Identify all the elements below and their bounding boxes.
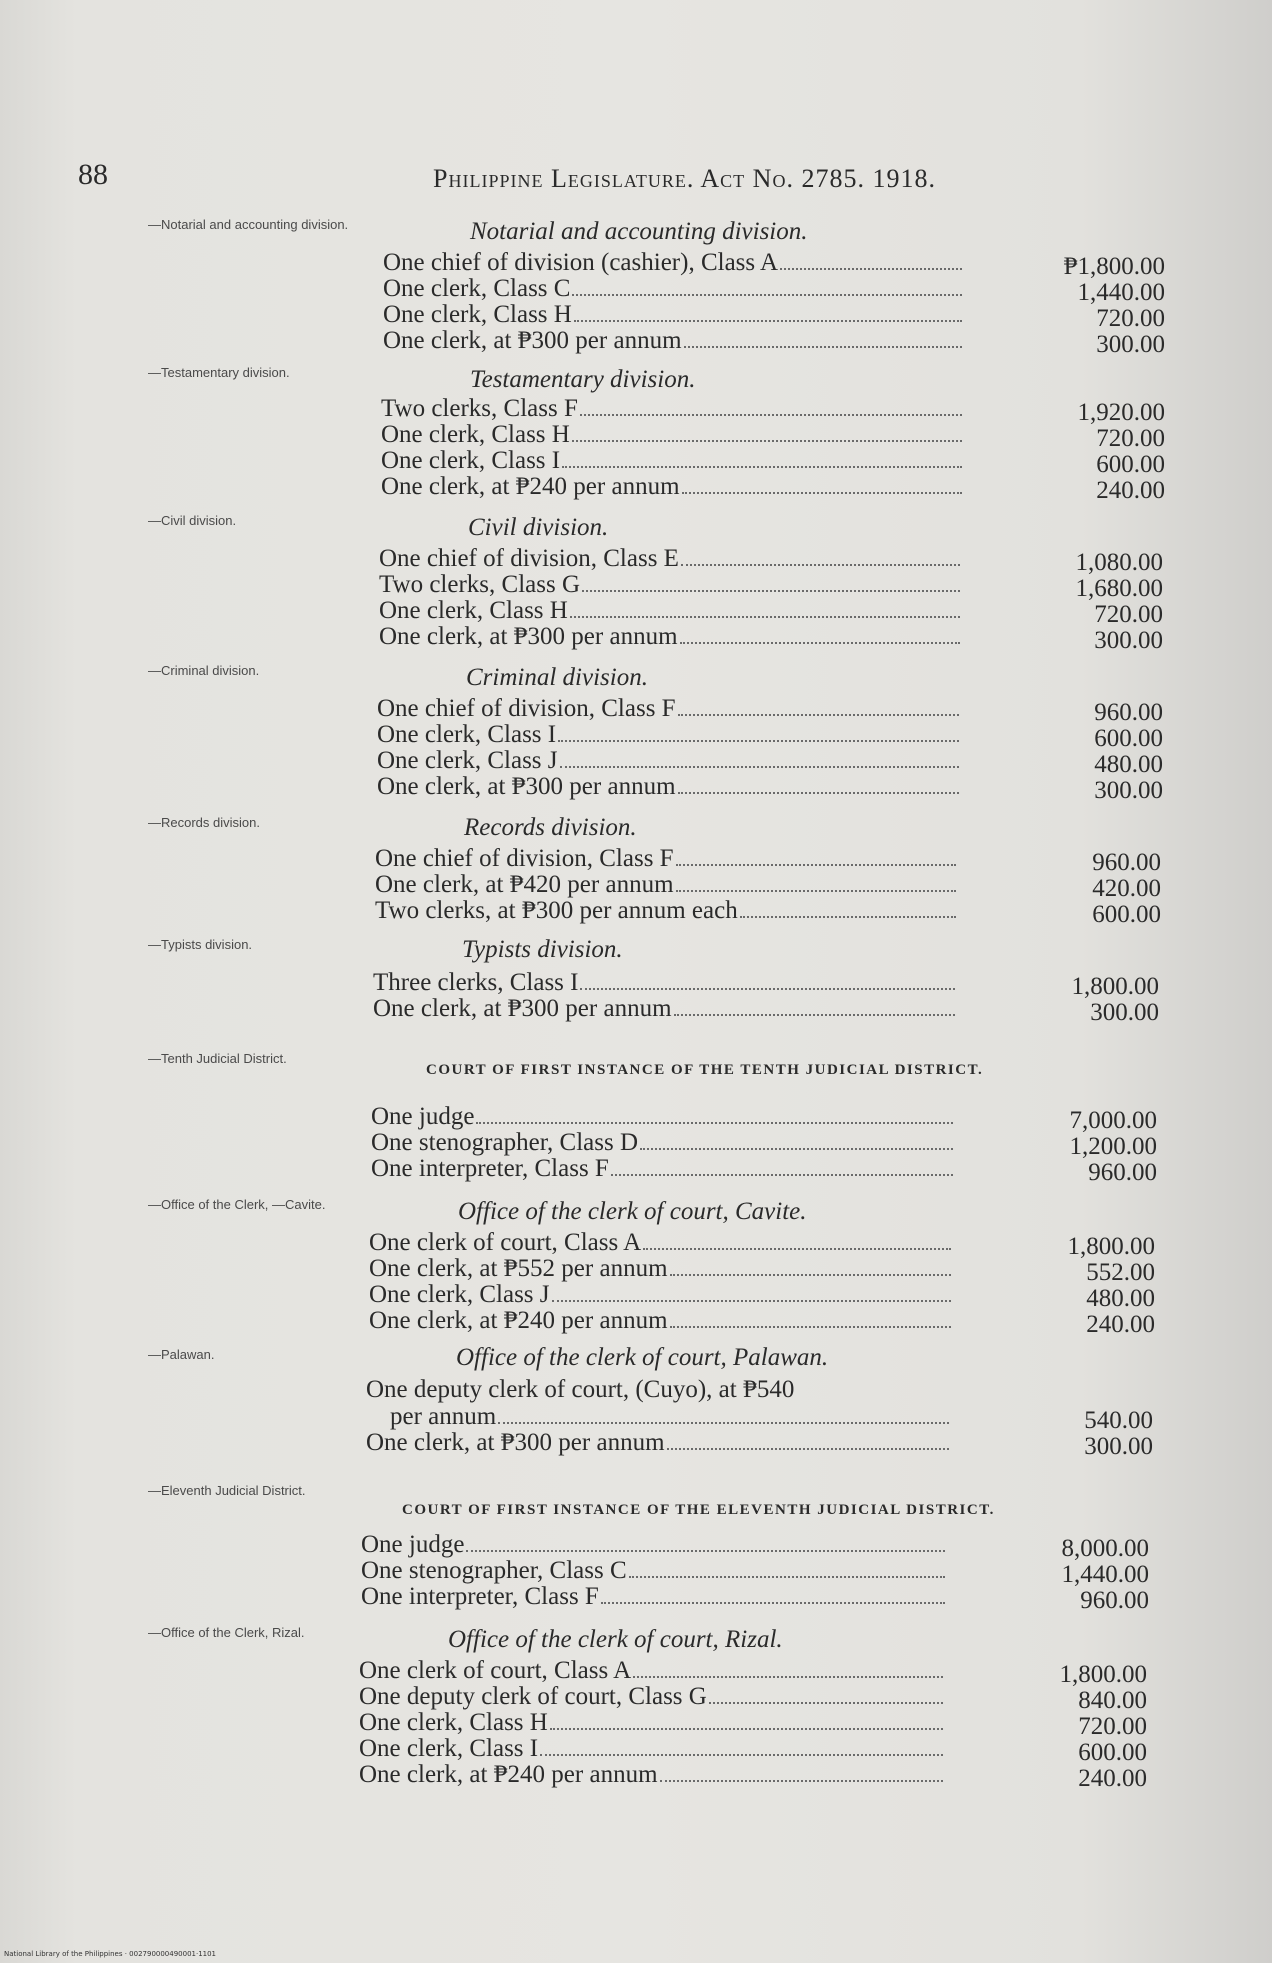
division-title-palawan: Office of the clerk of court, Palawan. (456, 1344, 829, 1371)
dot-leader (681, 563, 960, 566)
margin-note-testamentary: —Testamentary division. (148, 365, 290, 380)
ledger-amount-cell (1005, 280, 1165, 306)
ledger-row-amount: 720.00 (1078, 1713, 1147, 1740)
ledger-row (359, 1710, 945, 1736)
ledger-row-amount: 420.00 (1092, 875, 1161, 902)
ledger-row-amount: ₱1,800.00 (1063, 253, 1165, 280)
ledger-row (383, 328, 964, 354)
ledger-row (379, 572, 962, 598)
ledger-row-amount: 1,440.00 (1061, 1561, 1149, 1588)
ledger-row (359, 1658, 945, 1684)
ledger-amount-cell (995, 1286, 1155, 1312)
dot-leader (682, 491, 962, 494)
ledger-row (381, 396, 964, 422)
ledger-row-label: One stenographer, Class C (361, 1557, 627, 1584)
division-title-records: Records division. (464, 814, 637, 841)
dot-leader (660, 1779, 943, 1782)
division-title-notarial: Notarial and accounting division. (470, 218, 808, 245)
ledger-row-amount: 300.00 (1090, 999, 1159, 1026)
ledger-amount-cell (1001, 876, 1161, 902)
ledger-row-label: One chief of division, Class E (379, 545, 679, 572)
ledger-row-amount: 1,680.00 (1075, 575, 1163, 602)
division-title-testamentary: Testamentary division. (470, 366, 696, 393)
ledger-row-label: Two clerks, Class G (379, 571, 581, 598)
dot-leader (667, 1447, 949, 1450)
ledger-row-label: One clerk, at ₱300 per annum (379, 623, 678, 650)
ledger-amount-cell (995, 1260, 1155, 1286)
division-title-criminal: Criminal division. (466, 664, 648, 691)
ledger-row-amount: 480.00 (1086, 1285, 1155, 1312)
dot-leader (684, 345, 962, 348)
ledger-row-label: One clerk of court, Class A (359, 1657, 632, 1684)
ledger-row-label: One clerk, at ₱300 per annum (383, 327, 682, 354)
dot-leader (552, 1299, 951, 1302)
dot-leader (678, 791, 959, 794)
ledger-row-amount: 480.00 (1094, 751, 1163, 778)
ledger-row (379, 546, 962, 572)
ledger-row (359, 1736, 945, 1762)
ledger-row (383, 302, 964, 328)
scan-footer: National Library of the Philippines · 002790000490001·1101 (4, 1950, 217, 1958)
dot-leader (572, 293, 962, 296)
ledger-row (377, 748, 961, 774)
dot-leader (674, 1013, 955, 1016)
ledger-amount-cell (1005, 400, 1165, 426)
margin-note-typists: —Typists division. (148, 937, 253, 952)
dot-leader (562, 465, 962, 468)
ledger-row-amount: 960.00 (1088, 1159, 1157, 1186)
dot-leader (640, 1147, 953, 1150)
ledger-row (383, 250, 964, 276)
dot-leader (601, 1601, 945, 1604)
ledger-row (375, 846, 958, 872)
margin-note-eleventh: —Eleventh Judicial District. (148, 1483, 306, 1498)
ledger-row-label: One clerk, Class J (369, 1281, 550, 1308)
ledger-row (373, 970, 957, 996)
palawan-deputy-line: One deputy clerk of court, (Cuyo), at ₱540 (366, 1376, 795, 1403)
ledger-amount-cell (1005, 332, 1165, 358)
dot-leader (466, 1549, 945, 1552)
ledger-row (377, 774, 961, 800)
ledger-row-label: One clerk, at ₱552 per annum (369, 1255, 668, 1282)
dot-leader (560, 765, 959, 768)
ledger-amount-cell (989, 1562, 1149, 1588)
ledger-amount-cell (1005, 306, 1165, 332)
ledger-row (361, 1584, 947, 1610)
ledger-row (379, 624, 962, 650)
ledger-row-amount: 300.00 (1096, 331, 1165, 358)
ledger-row-label: One clerk, at ₱240 per annum (359, 1761, 658, 1788)
dot-leader (558, 739, 959, 742)
ledger-amount-cell (1003, 700, 1163, 726)
dot-leader (633, 1675, 943, 1678)
ledger-row-label: One clerk, at ₱240 per annum (381, 473, 680, 500)
dot-leader (676, 863, 956, 866)
ledger-row-amount: 600.00 (1092, 901, 1161, 928)
dot-leader (676, 889, 956, 892)
ledger-row-amount: 300.00 (1094, 777, 1163, 804)
ledger-amount-cell (1001, 850, 1161, 876)
ledger-row-amount: 600.00 (1078, 1739, 1147, 1766)
ledger-row (361, 1532, 947, 1558)
division-title-civil: Civil division. (468, 514, 609, 541)
ledger-row (371, 1104, 955, 1130)
ledger-row-amount: 240.00 (1078, 1765, 1147, 1792)
dot-leader (574, 319, 962, 322)
ledger-row (373, 996, 957, 1022)
margin-note-rizal: —Office of the Clerk, Rizal. (148, 1625, 305, 1640)
ledger-row-label: One interpreter, Class F (361, 1583, 599, 1610)
ledger-row-label: One clerk, Class J (377, 747, 558, 774)
ledger-amount-cell (1003, 628, 1163, 654)
ledger-row-label: One clerk, Class H (359, 1709, 548, 1736)
ledger-row (369, 1230, 953, 1256)
ledger-row (381, 422, 964, 448)
ledger-row-amount: 600.00 (1096, 451, 1165, 478)
margin-note-records: —Records division. (148, 815, 260, 830)
ledger-amount-cell (987, 1714, 1147, 1740)
ledger-row-amount: 960.00 (1080, 1587, 1149, 1614)
ledger-amount-cell (993, 1408, 1153, 1434)
margin-note-cavite: —Office of the Clerk, —Cavite. (148, 1197, 326, 1212)
ledger-row (366, 1430, 951, 1456)
ledger-row (390, 1404, 951, 1430)
ledger-amount-cell (997, 1160, 1157, 1186)
ledger-row (383, 276, 964, 302)
ledger-row (369, 1256, 953, 1282)
margin-note-notarial: —Notarial and accounting division. (148, 217, 349, 232)
ledger-row (369, 1282, 953, 1308)
dot-leader (476, 1121, 953, 1124)
ledger-row-label: One clerk, Class C (383, 275, 571, 302)
dot-leader (780, 267, 962, 270)
ledger-row-amount: 1,920.00 (1077, 399, 1165, 426)
ledger-amount-cell (1005, 478, 1165, 504)
ledger-row-label: Two clerks, Class F (381, 395, 578, 422)
ledger-amount-cell (1003, 726, 1163, 752)
ledger-row-amount: 720.00 (1096, 305, 1165, 332)
ledger-amount-cell (1003, 550, 1163, 576)
ledger-row (361, 1558, 947, 1584)
ledger-row-amount: 540.00 (1084, 1407, 1153, 1434)
dot-leader (540, 1753, 943, 1756)
dot-leader (680, 641, 960, 644)
division-title-cavite: Office of the clerk of court, Cavite. (458, 1198, 807, 1225)
ledger-row-label: Three clerks, Class I (373, 969, 579, 996)
ledger-row-amount: 240.00 (1096, 477, 1165, 504)
ledger-row-label: One clerk, Class I (381, 447, 561, 474)
ledger-amount-cell (999, 1000, 1159, 1026)
ledger-row (375, 872, 958, 898)
ledger-row-label: One clerk, at ₱300 per annum (366, 1429, 665, 1456)
dot-leader (740, 915, 956, 918)
court-title-eleventh: COURT OF FIRST INSTANCE OF THE ELEVENTH JUDICIAL DISTRICT. (402, 1502, 995, 1518)
ledger-amount-cell (1005, 426, 1165, 452)
ledger-row (375, 898, 958, 924)
ledger-row-label: One clerk, Class I (377, 721, 557, 748)
ledger-amount-cell (1003, 602, 1163, 628)
ledger-row (381, 474, 964, 500)
ledger-row-amount: 1,800.00 (1067, 1233, 1155, 1260)
ledger-row-label: One judge (361, 1531, 465, 1558)
ledger-row (359, 1684, 945, 1710)
dot-leader (670, 1325, 951, 1328)
ledger-row-amount: 300.00 (1084, 1433, 1153, 1460)
ledger-amount-cell (987, 1740, 1147, 1766)
ledger-row-label: One clerk, at ₱420 per annum (375, 871, 674, 898)
ledger-row-label: One clerk, at ₱300 per annum (373, 995, 672, 1022)
page-header (78, 158, 1138, 198)
ledger-row-amount: 8,000.00 (1061, 1535, 1149, 1562)
ledger-row-label: One stenographer, Class D (371, 1129, 638, 1156)
ledger-row (379, 598, 962, 624)
dot-leader (550, 1727, 943, 1730)
ledger-amount-cell (993, 1434, 1153, 1460)
ledger-row-label: One clerk, Class H (379, 597, 568, 624)
dot-leader (670, 1273, 951, 1276)
ledger-amount-cell (1001, 902, 1161, 928)
ledger-row (377, 722, 961, 748)
court-title-tenth: COURT OF FIRST INSTANCE OF THE TENTH JUDICIAL DISTRICT. (426, 1062, 984, 1078)
ledger-row-amount: 720.00 (1096, 425, 1165, 452)
ledger-row-amount: 1,800.00 (1059, 1661, 1147, 1688)
ledger-row-label: One chief of division, Class F (377, 695, 676, 722)
ledger-amount-cell (995, 1312, 1155, 1338)
ledger-row-label: One interpreter, Class F (371, 1155, 609, 1182)
ledger-row-label: One clerk, Class H (381, 421, 570, 448)
ledger-amount-cell (997, 1108, 1157, 1134)
ledger-amount-cell (995, 1234, 1155, 1260)
dot-leader (678, 713, 959, 716)
ledger-row-amount: 1,800.00 (1071, 973, 1159, 1000)
ledger-amount-cell (999, 974, 1159, 1000)
ledger-amount-cell (1005, 452, 1165, 478)
ledger-row-label: Two clerks, at ₱300 per annum each (375, 897, 738, 924)
dot-leader (572, 439, 962, 442)
dot-leader (611, 1173, 953, 1176)
ledger-amount-cell (987, 1662, 1147, 1688)
running-head: Philippine Legislature. Act No. 2785. 1918. (433, 164, 936, 193)
division-title-typists: Typists division. (462, 936, 623, 963)
ledger-row-label: per annum (390, 1403, 497, 1430)
ledger-amount-cell (987, 1766, 1147, 1792)
ledger-row-label: One clerk, at ₱240 per annum (369, 1307, 668, 1334)
dot-leader (580, 413, 962, 416)
ledger-amount-cell (997, 1134, 1157, 1160)
ledger-row-amount: 1,200.00 (1069, 1133, 1157, 1160)
ledger-row-label: One clerk of court, Class A (369, 1229, 642, 1256)
division-title-rizal: Office of the clerk of court, Rizal. (448, 1626, 783, 1653)
ledger-amount-cell (987, 1688, 1147, 1714)
ledger-amount-cell (989, 1588, 1149, 1614)
ledger-row (369, 1308, 953, 1334)
margin-note-criminal: —Criminal division. (148, 663, 260, 678)
ledger-amount-cell (1003, 576, 1163, 602)
ledger-row (377, 696, 961, 722)
ledger-row-amount: 1,440.00 (1077, 279, 1165, 306)
ledger-row-label: One chief of division, Class F (375, 845, 674, 872)
ledger-row (359, 1762, 945, 1788)
ledger-row-amount: 840.00 (1078, 1687, 1147, 1714)
ledger-amount-cell (1003, 778, 1163, 804)
dot-leader (643, 1247, 951, 1250)
margin-note-civil: —Civil division. (148, 513, 237, 528)
ledger-row-amount: 7,000.00 (1069, 1107, 1157, 1134)
ledger-row-amount: 1,080.00 (1075, 549, 1163, 576)
ledger-row-amount: 960.00 (1092, 849, 1161, 876)
ledger-row-label: One deputy clerk of court, Class G (359, 1683, 707, 1710)
ledger-row-label: One clerk, Class I (359, 1735, 539, 1762)
ledger-row-amount: 960.00 (1094, 699, 1163, 726)
ledger-row-label: One judge (371, 1103, 475, 1130)
ledger-row (371, 1156, 955, 1182)
dot-leader (629, 1575, 945, 1578)
dot-leader (709, 1701, 943, 1704)
ledger-row-label: One clerk, Class H (383, 301, 572, 328)
ledger-row-amount: 720.00 (1094, 601, 1163, 628)
margin-note-tenth: —Tenth Judicial District. (148, 1051, 287, 1066)
ledger-row-amount: 552.00 (1086, 1259, 1155, 1286)
ledger-row-amount: 300.00 (1094, 627, 1163, 654)
dot-leader (580, 987, 955, 990)
ledger-amount-cell (989, 1536, 1149, 1562)
dot-leader (582, 589, 960, 592)
dot-leader (570, 615, 960, 618)
dot-leader (498, 1421, 949, 1424)
ledger-row-amount: 600.00 (1094, 725, 1163, 752)
ledger-row-label: One chief of division (cashier), Class A (383, 249, 779, 276)
ledger-row-amount: 240.00 (1086, 1311, 1155, 1338)
margin-note-palawan: —Palawan. (148, 1347, 215, 1362)
ledger-amount-cell (1005, 254, 1165, 280)
ledger-row (371, 1130, 955, 1156)
ledger-row-label: One clerk, at ₱300 per annum (377, 773, 676, 800)
ledger-row (381, 448, 964, 474)
ledger-amount-cell (1003, 752, 1163, 778)
page-number: 88 (78, 158, 108, 191)
